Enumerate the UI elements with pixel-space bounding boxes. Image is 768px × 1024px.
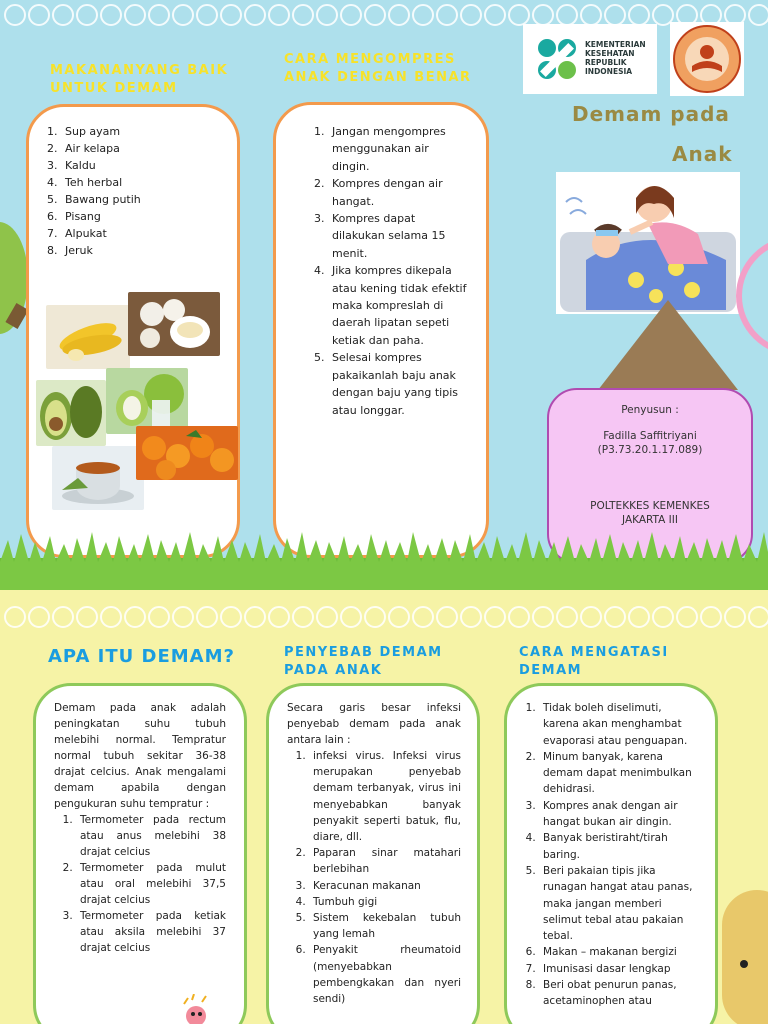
banana-image bbox=[46, 305, 130, 369]
author-name: Fadilla Saffitriyani bbox=[603, 430, 697, 442]
panel-cara-mengatasi bbox=[504, 683, 718, 1024]
title-line-2: Anak bbox=[672, 142, 733, 166]
decorative-circle-border bbox=[0, 4, 768, 26]
institution-line-1: POLTEKKES KEMENKES bbox=[590, 500, 710, 512]
list-item: 6. Pisang bbox=[61, 208, 237, 225]
heading-kompres: CARA MENGOMPRES ANAK DENGAN BENAR bbox=[284, 52, 472, 85]
definition-text: Demam pada anak adalah peningkatan suhu tubuh melebihi normal. Tempratur normal tubuh sekitar 36-38 drajat celcius. Anak mengalami demam apabila dengan pengukuran suhu tempratur : bbox=[54, 702, 226, 810]
list-item: 7. Alpukat bbox=[61, 225, 237, 242]
list-item: 3. Kompres dapat dilakukan selama 15 menit. bbox=[328, 210, 468, 262]
logo-text-line: KESEHATAN bbox=[585, 49, 635, 58]
title-line-1: Demam pada bbox=[572, 102, 730, 126]
list-item: 3. Keracunan makanan bbox=[309, 878, 461, 894]
institution-line-2: JAKARTA III bbox=[622, 514, 678, 526]
list-item: 2. Minum banyak, karena demam dapat menimbulkan dehidrasi. bbox=[539, 749, 699, 798]
cause-intro: Secara garis besar infeksi penyebab demam pada anak antara lain : bbox=[287, 702, 461, 746]
logo-text-line: REPUBLIK bbox=[585, 58, 627, 67]
poltekkes-logo bbox=[670, 22, 744, 96]
list-item: 2. Paparan sinar matahari berlebihan bbox=[309, 845, 461, 877]
list-item: 2. Air kelapa bbox=[61, 140, 237, 157]
list-item: 4. Tumbuh gigi bbox=[309, 894, 461, 910]
author-id: (P3.73.20.1.17.089) bbox=[597, 444, 703, 456]
penyusun-label: Penyusun : bbox=[621, 404, 679, 416]
rainbow-decoration bbox=[736, 236, 768, 356]
grass-decoration bbox=[0, 528, 768, 590]
heading-penyebab: PENYEBAB DEMAM PADA ANAK bbox=[284, 645, 443, 678]
garlic-image bbox=[128, 292, 220, 356]
sick-child-illustration bbox=[556, 172, 740, 314]
list-item: 7. Imunisasi dasar lengkap bbox=[539, 961, 699, 977]
orange-image bbox=[136, 426, 238, 480]
corn-eye bbox=[740, 960, 748, 968]
logo-text-line: INDONESIA bbox=[585, 67, 633, 76]
thermometer-cartoon-icon bbox=[178, 994, 214, 1024]
panel-kompres bbox=[273, 102, 489, 558]
list-item: 8. Beri obat penurun panas, acetaminophen atau bbox=[539, 977, 699, 1010]
compress-steps bbox=[306, 123, 468, 419]
list-item: 3. Kaldu bbox=[61, 157, 237, 174]
list-item: 1. Tidak boleh diselimuti, karena akan menghambat evaporasi atau penguapan. bbox=[539, 700, 699, 749]
corn-character-decoration bbox=[722, 890, 768, 1024]
thermometer-list bbox=[54, 812, 226, 956]
cause-list bbox=[287, 748, 461, 1007]
kemenkes-logo bbox=[523, 24, 657, 94]
list-item: 1. Jangan mengompres menggunakan air dingin. bbox=[328, 123, 468, 175]
list-item: 4. Jika kompres dikepala atau kening tidak efektif maka kompreslah di daerah lipatan sepeti ketiak dan paha. bbox=[328, 262, 468, 349]
treatment-list bbox=[517, 700, 699, 1010]
avocado-image bbox=[36, 380, 106, 446]
list-item: 1. Termometer pada rectum atau anus melebihi 38 drajat celcius bbox=[76, 812, 226, 860]
list-item: 4. Banyak beristiraht/tirah baring. bbox=[539, 830, 699, 863]
kemenkes-emblem-icon bbox=[529, 30, 585, 90]
list-item: 5. Selesai kompres pakaikanlah baju anak dengan baju yang tipis atau longgar. bbox=[328, 349, 468, 419]
coconut-image bbox=[106, 368, 188, 434]
heading-cara-mengatasi: CARA MENGATASI DEMAM bbox=[519, 645, 669, 678]
list-item: 1. infeksi virus. Infeksi virus merupakan penyebab demam terbanyak, virus ini menyebabkan banyak penyakit seperti batuk, flu, diare, dll. bbox=[309, 748, 461, 845]
poltekkes-emblem-icon bbox=[670, 22, 744, 96]
bottom-section bbox=[0, 590, 768, 1024]
list-item: 2. Kompres dengan air hangat. bbox=[328, 175, 468, 210]
tree-trunk-decoration bbox=[598, 300, 738, 390]
list-item: 2. Termometer pada mulut atau oral melebihi 37,5 drajat celcius bbox=[76, 860, 226, 908]
list-item: 6. Makan – makanan bergizi bbox=[539, 944, 699, 960]
list-item: 4. Teh herbal bbox=[61, 174, 237, 191]
list-item: 5. Bawang putih bbox=[61, 191, 237, 208]
list-item: 8. Jeruk bbox=[61, 242, 237, 259]
herbal-tea-image bbox=[52, 446, 144, 510]
list-item: 1. Sup ayam bbox=[61, 123, 237, 140]
list-item: 3. Kompres anak dengan air hangat bukan air dingin. bbox=[539, 798, 699, 831]
panel-apa-itu-demam bbox=[33, 683, 247, 1024]
panel-penyebab bbox=[266, 683, 480, 1024]
logo-text-line: KEMENTERIAN bbox=[585, 40, 646, 49]
list-item: 3. Termometer pada ketiak atau aksila melebihi 37 drajat celcius bbox=[76, 908, 226, 956]
list-item: 5. Sistem kekebalan tubuh yang lemah bbox=[309, 910, 461, 942]
list-item: 5. Beri pakaian tipis jika runagan hangat atau panas, maka jangan memberi selimut tebal atau pakaian tebal. bbox=[539, 863, 699, 944]
heading-makanan: MAKANANYANG BAIK UNTUK DEMAM bbox=[50, 63, 229, 96]
list-item: 6. Penyakit rheumatoid (menyebabkan pembengkakan dan nyeri sendi) bbox=[309, 942, 461, 1007]
food-list bbox=[39, 123, 237, 259]
heading-apa-itu-demam: APA ITU DEMAM? bbox=[48, 646, 235, 667]
decorative-circle-border bbox=[0, 606, 768, 628]
